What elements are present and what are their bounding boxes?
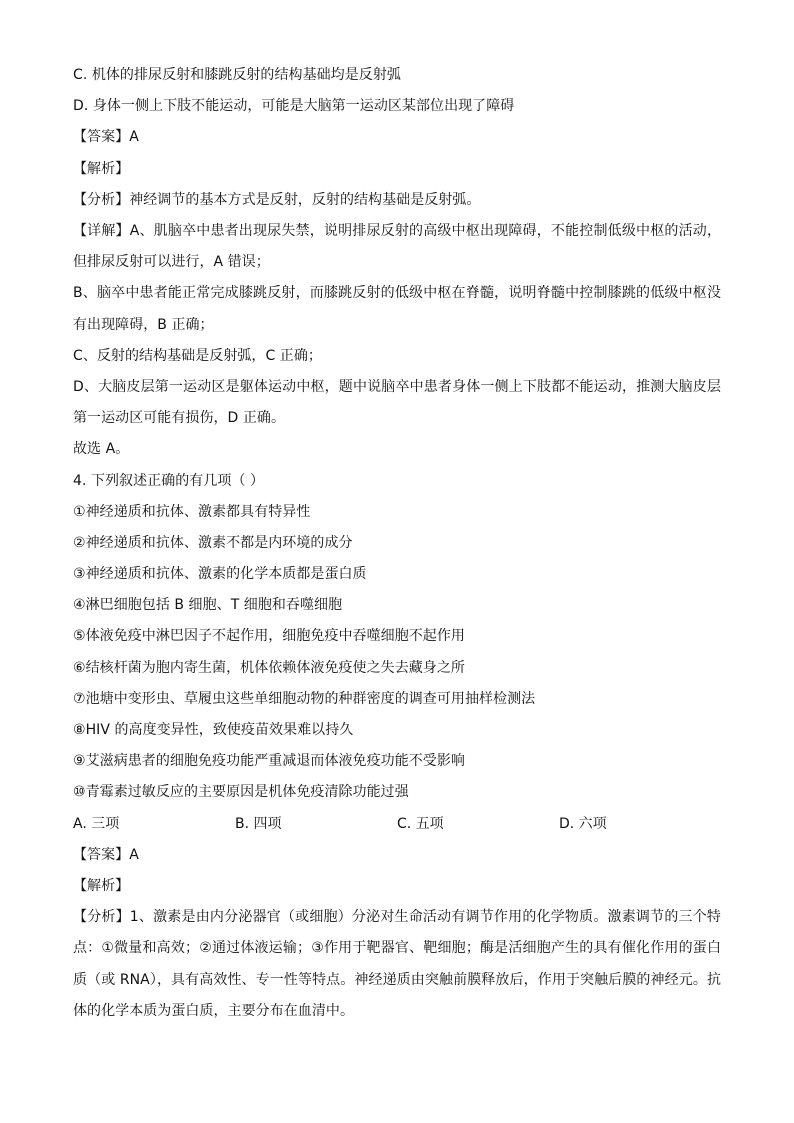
q3-xiangjie-d: D、大脑皮层第一运动区是躯体运动中枢，题中说脑卒中患者身体一侧上下肢都不能运动，推测大脑皮层第一运动区可能有损伤，D 正确。 bbox=[73, 378, 721, 427]
q4-analysis-heading: 【解析】 bbox=[73, 877, 130, 894]
q4-fenxi: 【分析】1、激素是由内分泌器官（或细胞）分泌对生命活动有调节作用的化学物质。激素调节的三个特点：①微量和高效；②通过体液运输；③作用于靶器官、靶细胞；酶是活细胞产生的具有催化作用的蛋白质（或 RNA），具有高效性、专一性等特点。神经递质由突触前膜释放后，作用于突触后膜的神经元。抗体的化学本质为蛋白质，主要分布在血清中。 bbox=[73, 909, 721, 1019]
q4-option-c: C. 五项 bbox=[397, 815, 444, 832]
q4-answer: 【答案】A bbox=[73, 846, 139, 863]
q3-answer: 【答案】A bbox=[73, 129, 139, 146]
q4-statement-5: ⑤体液免疫中淋巴因子不起作用，细胞免疫中吞噬细胞不起作用 bbox=[73, 628, 465, 645]
document-page bbox=[73, 60, 721, 1027]
q3-xiangjie-c: C、反射的结构基础是反射弧，C 正确； bbox=[73, 347, 322, 364]
q4-statement-1: ①神经递质和抗体、激素都具有特异性 bbox=[73, 503, 311, 520]
q3-option-d: D. 身体一侧上下肢不能运动，可能是大脑第一运动区某部位出现了障碍 bbox=[73, 98, 515, 115]
q3-fenxi: 【分析】神经调节的基本方式是反射，反射的结构基础是反射弧。 bbox=[73, 191, 481, 208]
q4-statement-2: ②神经递质和抗体、激素不都是内环境的成分 bbox=[73, 534, 353, 551]
q4-option-a: A. 三项 bbox=[73, 815, 120, 832]
q3-xiangjie-b: B、脑卒中患者能正常完成膝跳反射，而膝跳反射的低级中枢在脊髓，说明脊髓中控制膝跳的低级中枢没有出现障碍，B 正确； bbox=[73, 285, 721, 333]
q4-statement-8: ⑧HIV 的高度变异性，致使疫苗效果难以持久 bbox=[73, 722, 354, 739]
q4-statement-9: ⑨艾滋病患者的细胞免疫功能严重减退而体液免疫功能不受影响 bbox=[73, 753, 465, 770]
q3-option-c: C. 机体的排尿反射和膝跳反射的结构基础均是反射弧 bbox=[73, 67, 401, 83]
q4-stem: 4. 下列叙述正确的有几项（ ） bbox=[73, 472, 265, 489]
q3-xiangjie-a: 【详解】A、肌脑卒中患者出现尿失禁，说明排尿反射的高级中枢出现障碍，不能控制低级中枢的活动，但排尿反射可以进行，A 错误； bbox=[73, 222, 721, 271]
q4-statement-7: ⑦池塘中变形虫、草履虫这些单细胞动物的种群密度的调查可用抽样检测法 bbox=[73, 690, 536, 707]
q4-statement-10: ⑩青霉素过敏反应的主要原因是机体免疫清除功能过强 bbox=[73, 784, 409, 801]
q4-options bbox=[73, 809, 721, 840]
q4-statement-4: ④淋巴细胞包括 B 细胞、T 细胞和吞噬细胞 bbox=[73, 597, 343, 614]
q4-statement-6: ⑥结核杆菌为胞内寄生菌，机体依赖体液免疫使之失去藏身之所 bbox=[73, 659, 465, 676]
q4-option-b: B. 四项 bbox=[235, 815, 282, 832]
q4-statement-3: ③神经递质和抗体、激素的化学本质都是蛋白质 bbox=[73, 566, 367, 583]
q3-conclusion: 故选 A。 bbox=[73, 441, 130, 458]
q4-option-d: D. 六项 bbox=[559, 815, 607, 832]
q3-analysis-heading: 【解析】 bbox=[73, 160, 130, 177]
